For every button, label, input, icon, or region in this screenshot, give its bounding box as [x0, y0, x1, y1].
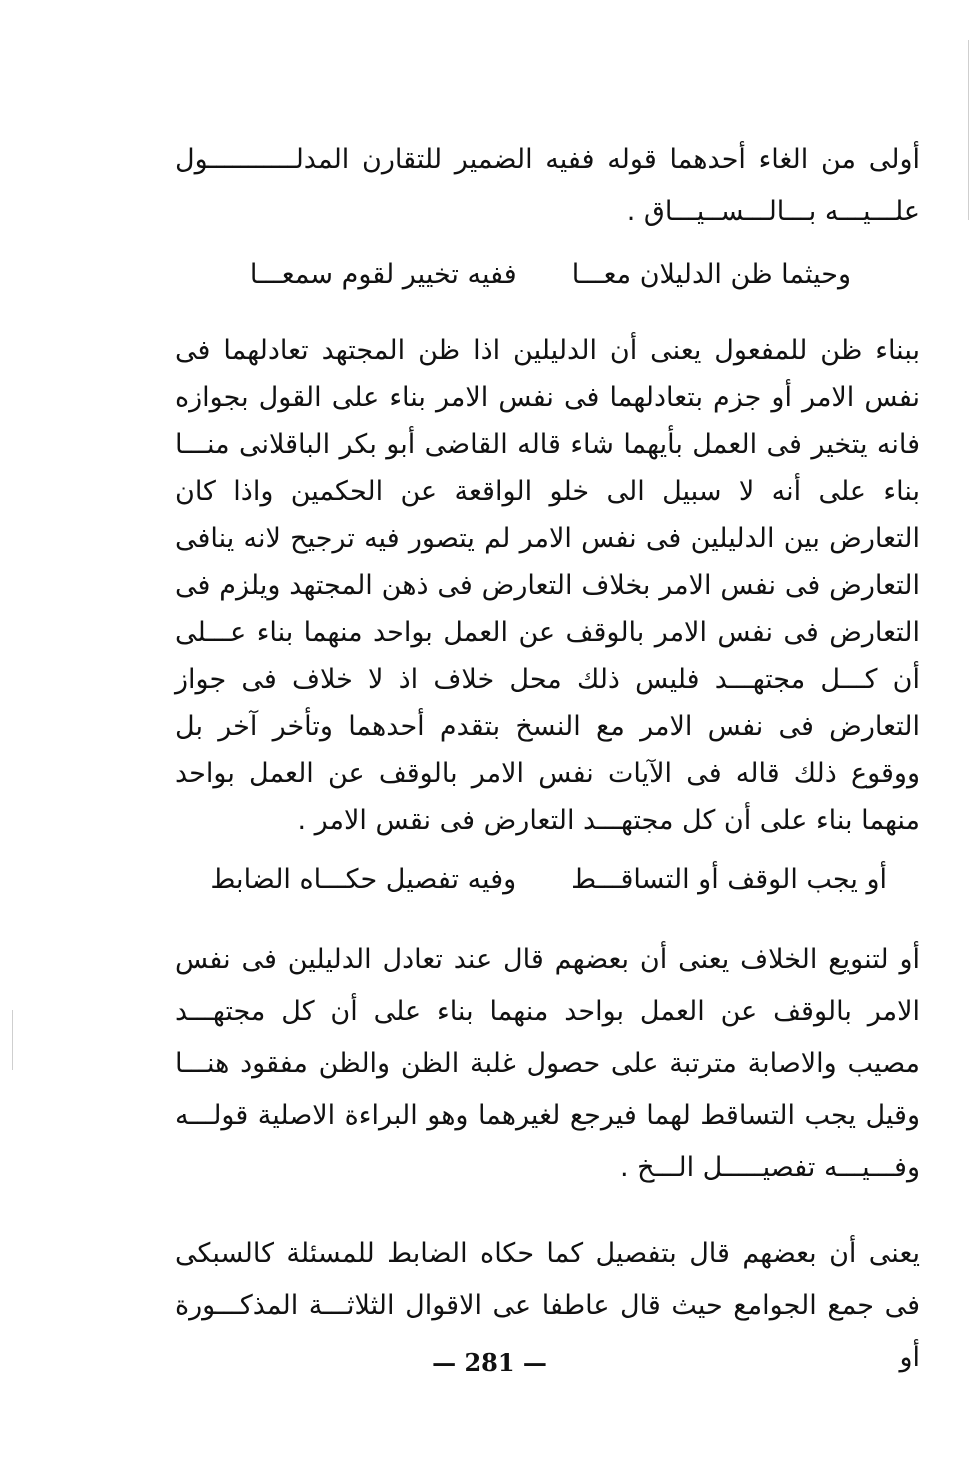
verse-1-first-hemistich: وحيثما ظن الدليلان معـــا: [571, 259, 851, 290]
scan-edge-mark: [12, 1010, 13, 1070]
verse-2: [210, 860, 887, 900]
paragraph-commentary-2: ببناء ظن للمفعول يعنى أن الدليلين اذا ظن المجتهد تعادلهما فى نفس الامر أو جزم بتعادلهما فى نفس الامر بناء على القول بجوازه فانه يتخير فى العمل بأيهما شاء قاله القاضى أبو بكر الباقلانى منـــا بناء على أنه لا سبيل الى خلو الواقعة عن الحكمين واذا كان التعارض بين الدليلين فى نفس الامر لم يتصور فيه ترجيح لانه ينافى التعارض فى نفس الامر بخلاف التعارض فى ذهن المجتهد ويلزم فى التعارض فى نفس الامر بالوقف عن العمل بواحد منهما بناء عـــلى أن كـــل مجتهـــد فليس ذلك محل خلاف اذ لا خلاف فى جواز التعارض فى نفس الامر مع النسخ بتقدم أحدهما وتأخر آخر بل ووقوع ذلك قاله فى الآيات نفس الامر بالوقف عن العمل بواحد منهما بناء على أن كل مجتهـــد التعارض فى نقس الامر .: [175, 335, 920, 836]
paragraph-commentary-3: أو لتنويع الخلاف يعنى أن بعضهم قال عند تعادل الدليلين فى نفس الامر بالوقف عن العمل بواحد منهما بناء على أن كل مجتهـــد مصيب والاصابة مترتبة على حصول غلبة الظن والظن مفقود هنـــا وقيل يجب التساقط لهما فيرجع لغيرهما وهو البراءة الاصلية قولـــه وفـــيـــه تفصيـــــل الـــخ .: [175, 944, 920, 1183]
page-number: — 281 —: [432, 1348, 547, 1377]
verse-1: [250, 255, 851, 295]
paragraph-commentary-4: يعنى أن بعضهم قال بتفصيل كما حكاه الضابط للمسئلة كالسبكى فى جمع الجوامع حيث قال عاطفا عى الاقوال الثلاثـــة المذكـــورة أو: [175, 1238, 920, 1373]
verse-1-second-hemistich: ففيه تخيير لقوم سمعـــا: [249, 259, 517, 290]
verse-2-second-hemistich: وفيه تفصيل حكـــاه الضابط: [210, 864, 517, 895]
scan-edge-mark: [968, 40, 969, 220]
paragraph-commentary-1: أولى من الغاء أحدهما قوله ففيه الضمير للتقارن المدلـــــــــــول علـــيـــه بـــالـــســيـــاق .: [175, 144, 920, 227]
verse-2-first-hemistich: أو يجب الوقف أو التساقـــط: [571, 864, 887, 895]
